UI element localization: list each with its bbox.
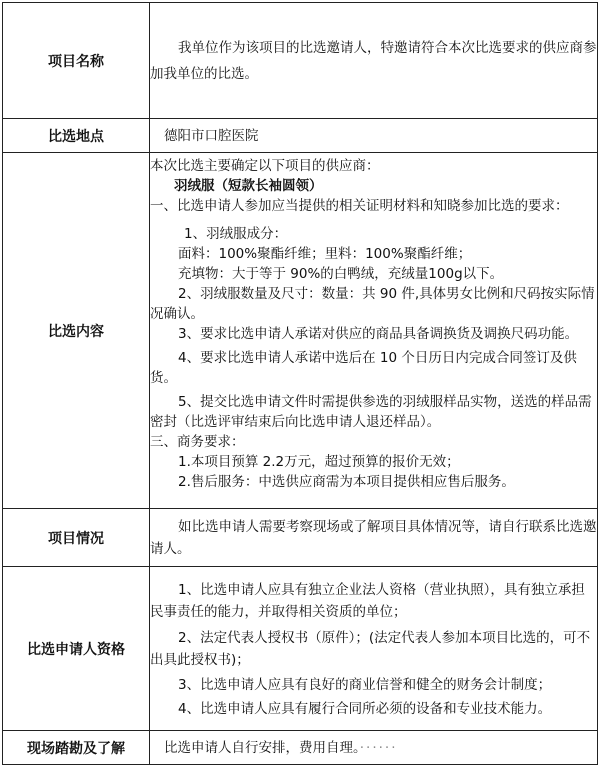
content-intro: 本次比选主要确定以下项目的供应商： <box>150 158 380 174</box>
content-req1-line1: 面料：100%聚酯纤维；里料：100%聚酯纤维； <box>178 246 472 262</box>
label-location: 比选地点 <box>3 119 150 153</box>
content-site-visit <box>150 731 598 765</box>
row-content <box>3 153 598 509</box>
content-req1-title: 1、羽绒服成分： <box>184 226 288 242</box>
qualification-1: 1、比选申请人应具有独立企业法人资格（营业执照），具有独立承担民事责任的能力，并取得相关资质的单位； <box>150 581 585 620</box>
qualification-3: 3、比选申请人应具有良好的商业信誉和健全的财务会计制度； <box>178 676 552 693</box>
site-visit-line <box>150 738 597 758</box>
content-section1: 一、比选申请人参加应当提供的相关证明材料和知晓参加比选的要求： <box>150 198 569 214</box>
content-section3: 三、商务要求： <box>150 434 245 450</box>
content-details <box>150 153 598 509</box>
content-req2: 2、羽绒服数量及尺寸：数量：共 90 件,具体男女比例和尺码按实际情况确认。 <box>150 286 595 322</box>
content-biz1: 1.本项目预算 2.2万元，超过预算的报价无效； <box>178 454 460 470</box>
label-site-visit: 现场踏勘及了解 <box>3 731 150 765</box>
location-text: 德阳市口腔医院 <box>164 127 259 144</box>
label-qualification: 比选申请人资格 <box>3 567 150 731</box>
content-project-name <box>150 3 598 119</box>
row-location <box>3 119 598 153</box>
content-situation <box>150 509 598 567</box>
label-content: 比选内容 <box>3 153 150 509</box>
content-item-title: 羽绒服（短款长袖圆领） <box>174 178 323 194</box>
row-situation <box>3 509 598 567</box>
content-req1-line2: 充填物：大于等于 90%的白鸭绒，充绒量100g以下。 <box>178 266 504 282</box>
procurement-table <box>2 2 598 765</box>
content-location <box>150 119 598 153</box>
row-site-visit <box>3 731 598 765</box>
label-situation: 项目情况 <box>3 509 150 567</box>
content-req4: 4、要求比选申请人承诺中选后在 10 个日历日内完成合同签订及供货。 <box>150 350 577 386</box>
qualification-4: 4、比选申请人应具有履行合同所必须的设备和专业技术能力。 <box>178 700 552 717</box>
site-visit-trail: ······ <box>359 739 398 756</box>
content-req3: 3、要求比选申请人承诺对供应的商品具备调换货及调换尺码功能。 <box>178 326 579 342</box>
project-name-text: 我单位作为该项目的比选邀请人，特邀请符合本次比选要求的供应商参加我单位的比选。 <box>150 39 597 82</box>
qualification-2: 2、法定代表人授权书（原件）；(法定代表人参加本项目比选的，可不出具此授权书)； <box>150 629 591 668</box>
content-qualification <box>150 567 598 731</box>
label-project-name: 项目名称 <box>3 3 150 119</box>
content-req5: 5、提交比选申请文件时需提供参选的羽绒服样品实物，送选的样品需密封（比选评审结束后向比选申请人退还样品）。 <box>150 394 592 430</box>
row-project-name <box>3 3 598 119</box>
row-qualification <box>3 567 598 731</box>
situation-text: 如比选申请人需要考察现场或了解项目具体情况等，请自行联系比选邀请人。 <box>150 518 597 557</box>
site-visit-text: 比选申请人自行安排，费用自理。 <box>164 739 360 756</box>
content-biz2: 2.售后服务：中选供应商需为本项目提供相应售后服务。 <box>178 474 515 490</box>
